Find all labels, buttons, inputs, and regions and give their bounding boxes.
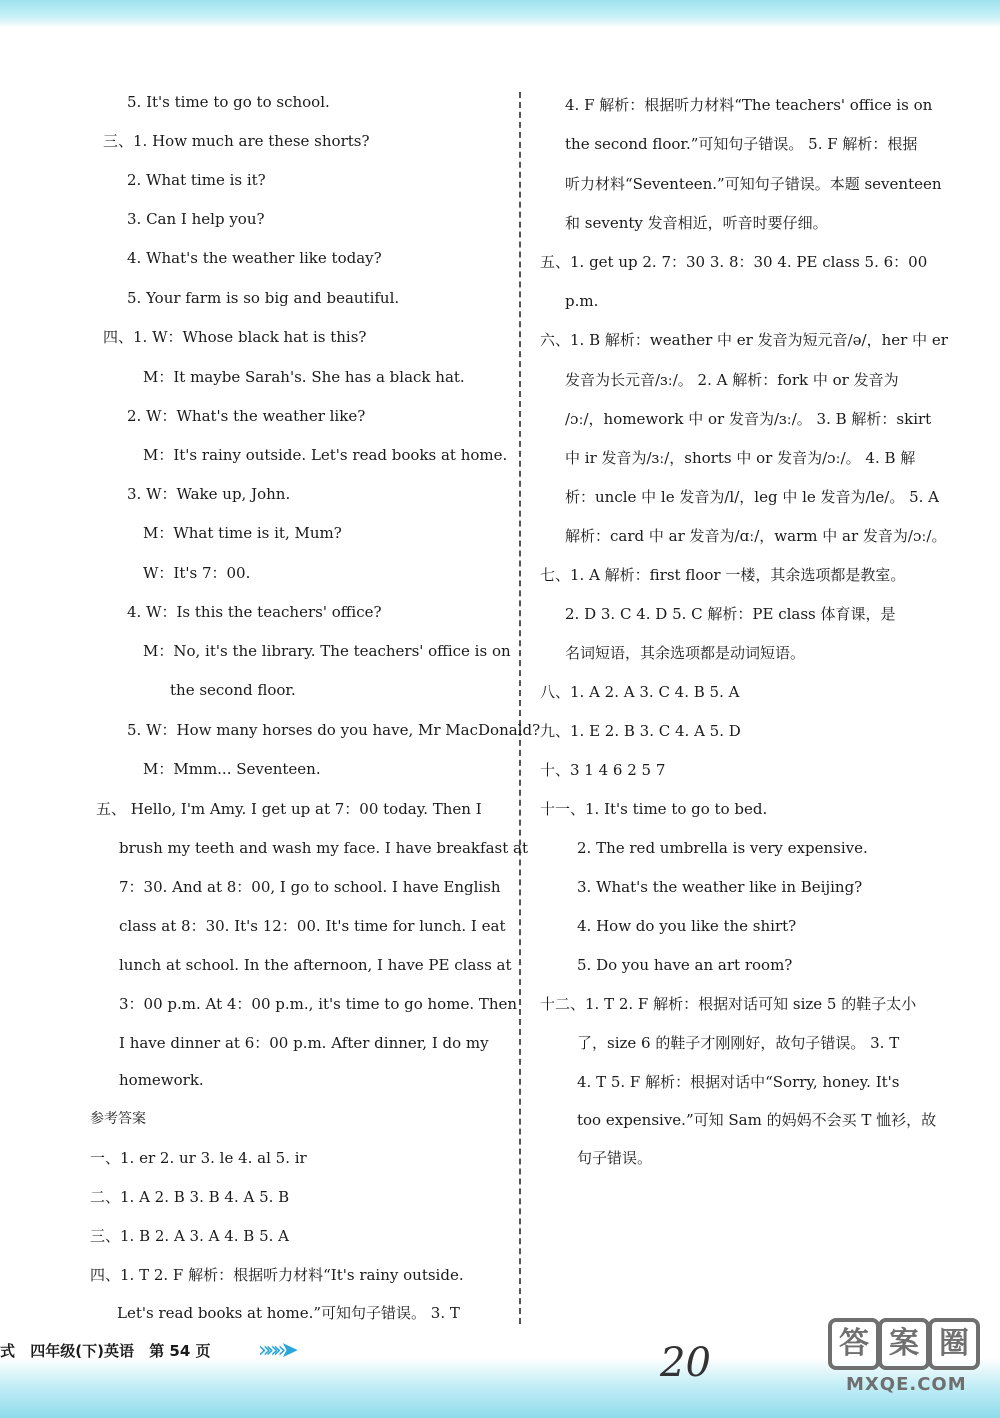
answer-line: 4. What's the weather like today? xyxy=(127,249,382,267)
answer-line: brush my teeth and wash my face. I have breakfast at xyxy=(119,839,528,857)
answer-line: M：It's rainy outside. Let's read books at home. xyxy=(143,446,508,464)
answer-line: 听力材料“Seventeen.”可知句子错误。本题 seventeen xyxy=(565,175,942,193)
answer-line: 五、 Hello, I'm Amy. I get up at 7：00 today. Then I xyxy=(96,800,482,818)
answer-line: 十一、1. It's time to go to bed. xyxy=(540,800,768,818)
column-divider xyxy=(519,92,521,1324)
answer-line: lunch at school. In the afternoon, I have PE class at xyxy=(119,956,512,974)
answer-line: 4. How do you like the shirt? xyxy=(577,917,797,935)
answer-line: 一、1. er 2. ur 3. le 4. al 5. ir xyxy=(90,1149,307,1167)
answer-line: 析：uncle 中 le 发音为/l/，leg 中 le 发音为/le/。 5. A xyxy=(565,488,939,506)
watermark-logo xyxy=(828,1318,978,1398)
answer-line: 4. F 解析：根据听力材料“The teachers' office is on xyxy=(565,96,933,114)
answer-line: W：It's 7：00. xyxy=(143,564,251,582)
answer-line: M：Mmm... Seventeen. xyxy=(143,760,321,778)
answer-line: 解析：card 中 ar 发音为/ɑː/，warm 中 ar 发音为/ɔː/。 xyxy=(565,527,947,545)
answer-line: 名词短语，其余选项都是动词短语。 xyxy=(565,644,806,662)
answer-line: 十二、1. T 2. F 解析：根据对话可知 size 5 的鞋子太小 xyxy=(540,995,917,1013)
answer-line: 句子错误。 xyxy=(577,1149,653,1167)
answer-line: 5. W：How many horses do you have, Mr MacDonald? xyxy=(127,721,541,739)
answer-line: 和 seventy 发音相近，听音时要仔细。 xyxy=(565,214,828,232)
top-decorative-band xyxy=(0,0,1000,28)
answer-line: 发音为长元音/ɜː/。 2. A 解析：fork 中 or 发音为 xyxy=(565,371,899,389)
answer-line: M：What time is it, Mum? xyxy=(143,524,342,542)
answer-line: p.m. xyxy=(565,292,599,310)
answer-line: 2. The red umbrella is very expensive. xyxy=(577,839,868,857)
chevron-arrows-icon: »»»➤ xyxy=(258,1338,293,1363)
watermark-char: 答 xyxy=(828,1318,880,1370)
answer-line: 2. What time is it? xyxy=(127,171,266,189)
answer-line: 了，size 6 的鞋子才刚刚好，故句子错误。 3. T xyxy=(577,1034,900,1052)
footer-page-number: 第 54 页 xyxy=(149,1342,211,1360)
answer-line: the second floor.”可知句子错误。 5. F 解析：根据 xyxy=(565,135,918,153)
answer-line: M：It maybe Sarah's. She has a black hat. xyxy=(143,368,465,386)
answer-line: 九、1. E 2. B 3. C 4. A 5. D xyxy=(540,722,741,740)
answer-line: 八、1. A 2. A 3. C 4. B 5. A xyxy=(540,683,740,701)
answer-line: M：No, it's the library. The teachers' office is on xyxy=(143,642,511,660)
answer-line: 7：30. And at 8：00, I go to school. I have English xyxy=(119,878,501,896)
answer-line: 中 ir 发音为/ɜː/，shorts 中 or 发音为/ɔː/。 4. B 解 xyxy=(565,449,916,467)
answer-line: 二、1. A 2. B 3. B 4. A 5. B xyxy=(90,1188,290,1206)
answer-line: 六、1. B 解析：weather 中 er 发音为短元音/ə/，her 中 er xyxy=(540,331,948,349)
answer-line: 十、3 1 4 6 2 5 7 xyxy=(540,761,666,779)
handwritten-number: 20 xyxy=(660,1340,711,1386)
answer-line: 3. W：Wake up, John. xyxy=(127,485,291,503)
answer-line: 5. Do you have an art room? xyxy=(577,956,793,974)
answer-line: the second floor. xyxy=(170,681,296,699)
answer-line: 5. Your farm is so big and beautiful. xyxy=(127,289,400,307)
answer-line: 三、1. How much are these shorts? xyxy=(103,132,370,150)
watermark-url: MXQE.COM xyxy=(846,1374,967,1395)
answer-line: 4. W：Is this the teachers' office? xyxy=(127,603,382,621)
answer-line: 4. T 5. F 解析：根据对话中“Sorry, honey. It's xyxy=(577,1073,900,1091)
watermark-char: 圈 xyxy=(928,1318,980,1370)
answer-line: 七、1. A 解析：first floor 一楼，其余选项都是教室。 xyxy=(540,566,906,584)
reference-answers-heading: 参考答案 xyxy=(90,1111,146,1127)
answer-line: 四、1. W：Whose black hat is this? xyxy=(103,328,367,346)
footer-fragment: 式 xyxy=(0,1342,16,1360)
answer-line: 四、1. T 2. F 解析：根据听力材料“It's rainy outside. xyxy=(90,1266,464,1284)
answer-line: 2. D 3. C 4. D 5. C 解析：PE class 体育课，是 xyxy=(565,605,896,623)
answer-line: 3. Can I help you? xyxy=(127,210,265,228)
answer-line: 2. W：What's the weather like? xyxy=(127,407,366,425)
answer-line: 3. What's the weather like in Beijing? xyxy=(577,878,863,896)
watermark-char: 案 xyxy=(878,1318,930,1370)
answer-line: 三、1. B 2. A 3. A 4. B 5. A xyxy=(90,1227,290,1245)
answer-line: I have dinner at 6：00 p.m. After dinner, I do my xyxy=(119,1034,489,1052)
answer-line: 五、1. get up 2. 7：30 3. 8：30 4. PE class 5. 6：00 xyxy=(540,253,928,271)
answer-line: Let's read books at home.”可知句子错误。 3. T xyxy=(117,1304,460,1322)
footer-grade-subject: 四年级(下)英语 xyxy=(30,1342,134,1360)
answer-line: 3：00 p.m. At 4：00 p.m., it's time to go home. Then xyxy=(119,995,518,1013)
answer-line: /ɔː/，homework 中 or 发音为/ɜː/。 3. B 解析：skirt xyxy=(565,410,932,428)
answer-line: class at 8：30. It's 12：00. It's time for lunch. I eat xyxy=(119,917,506,935)
answer-line: 5. It's time to go to school. xyxy=(127,93,330,111)
answer-line: homework. xyxy=(119,1071,204,1089)
answer-line: too expensive.”可知 Sam 的妈妈不会买 T 恤衫，故 xyxy=(577,1111,937,1129)
